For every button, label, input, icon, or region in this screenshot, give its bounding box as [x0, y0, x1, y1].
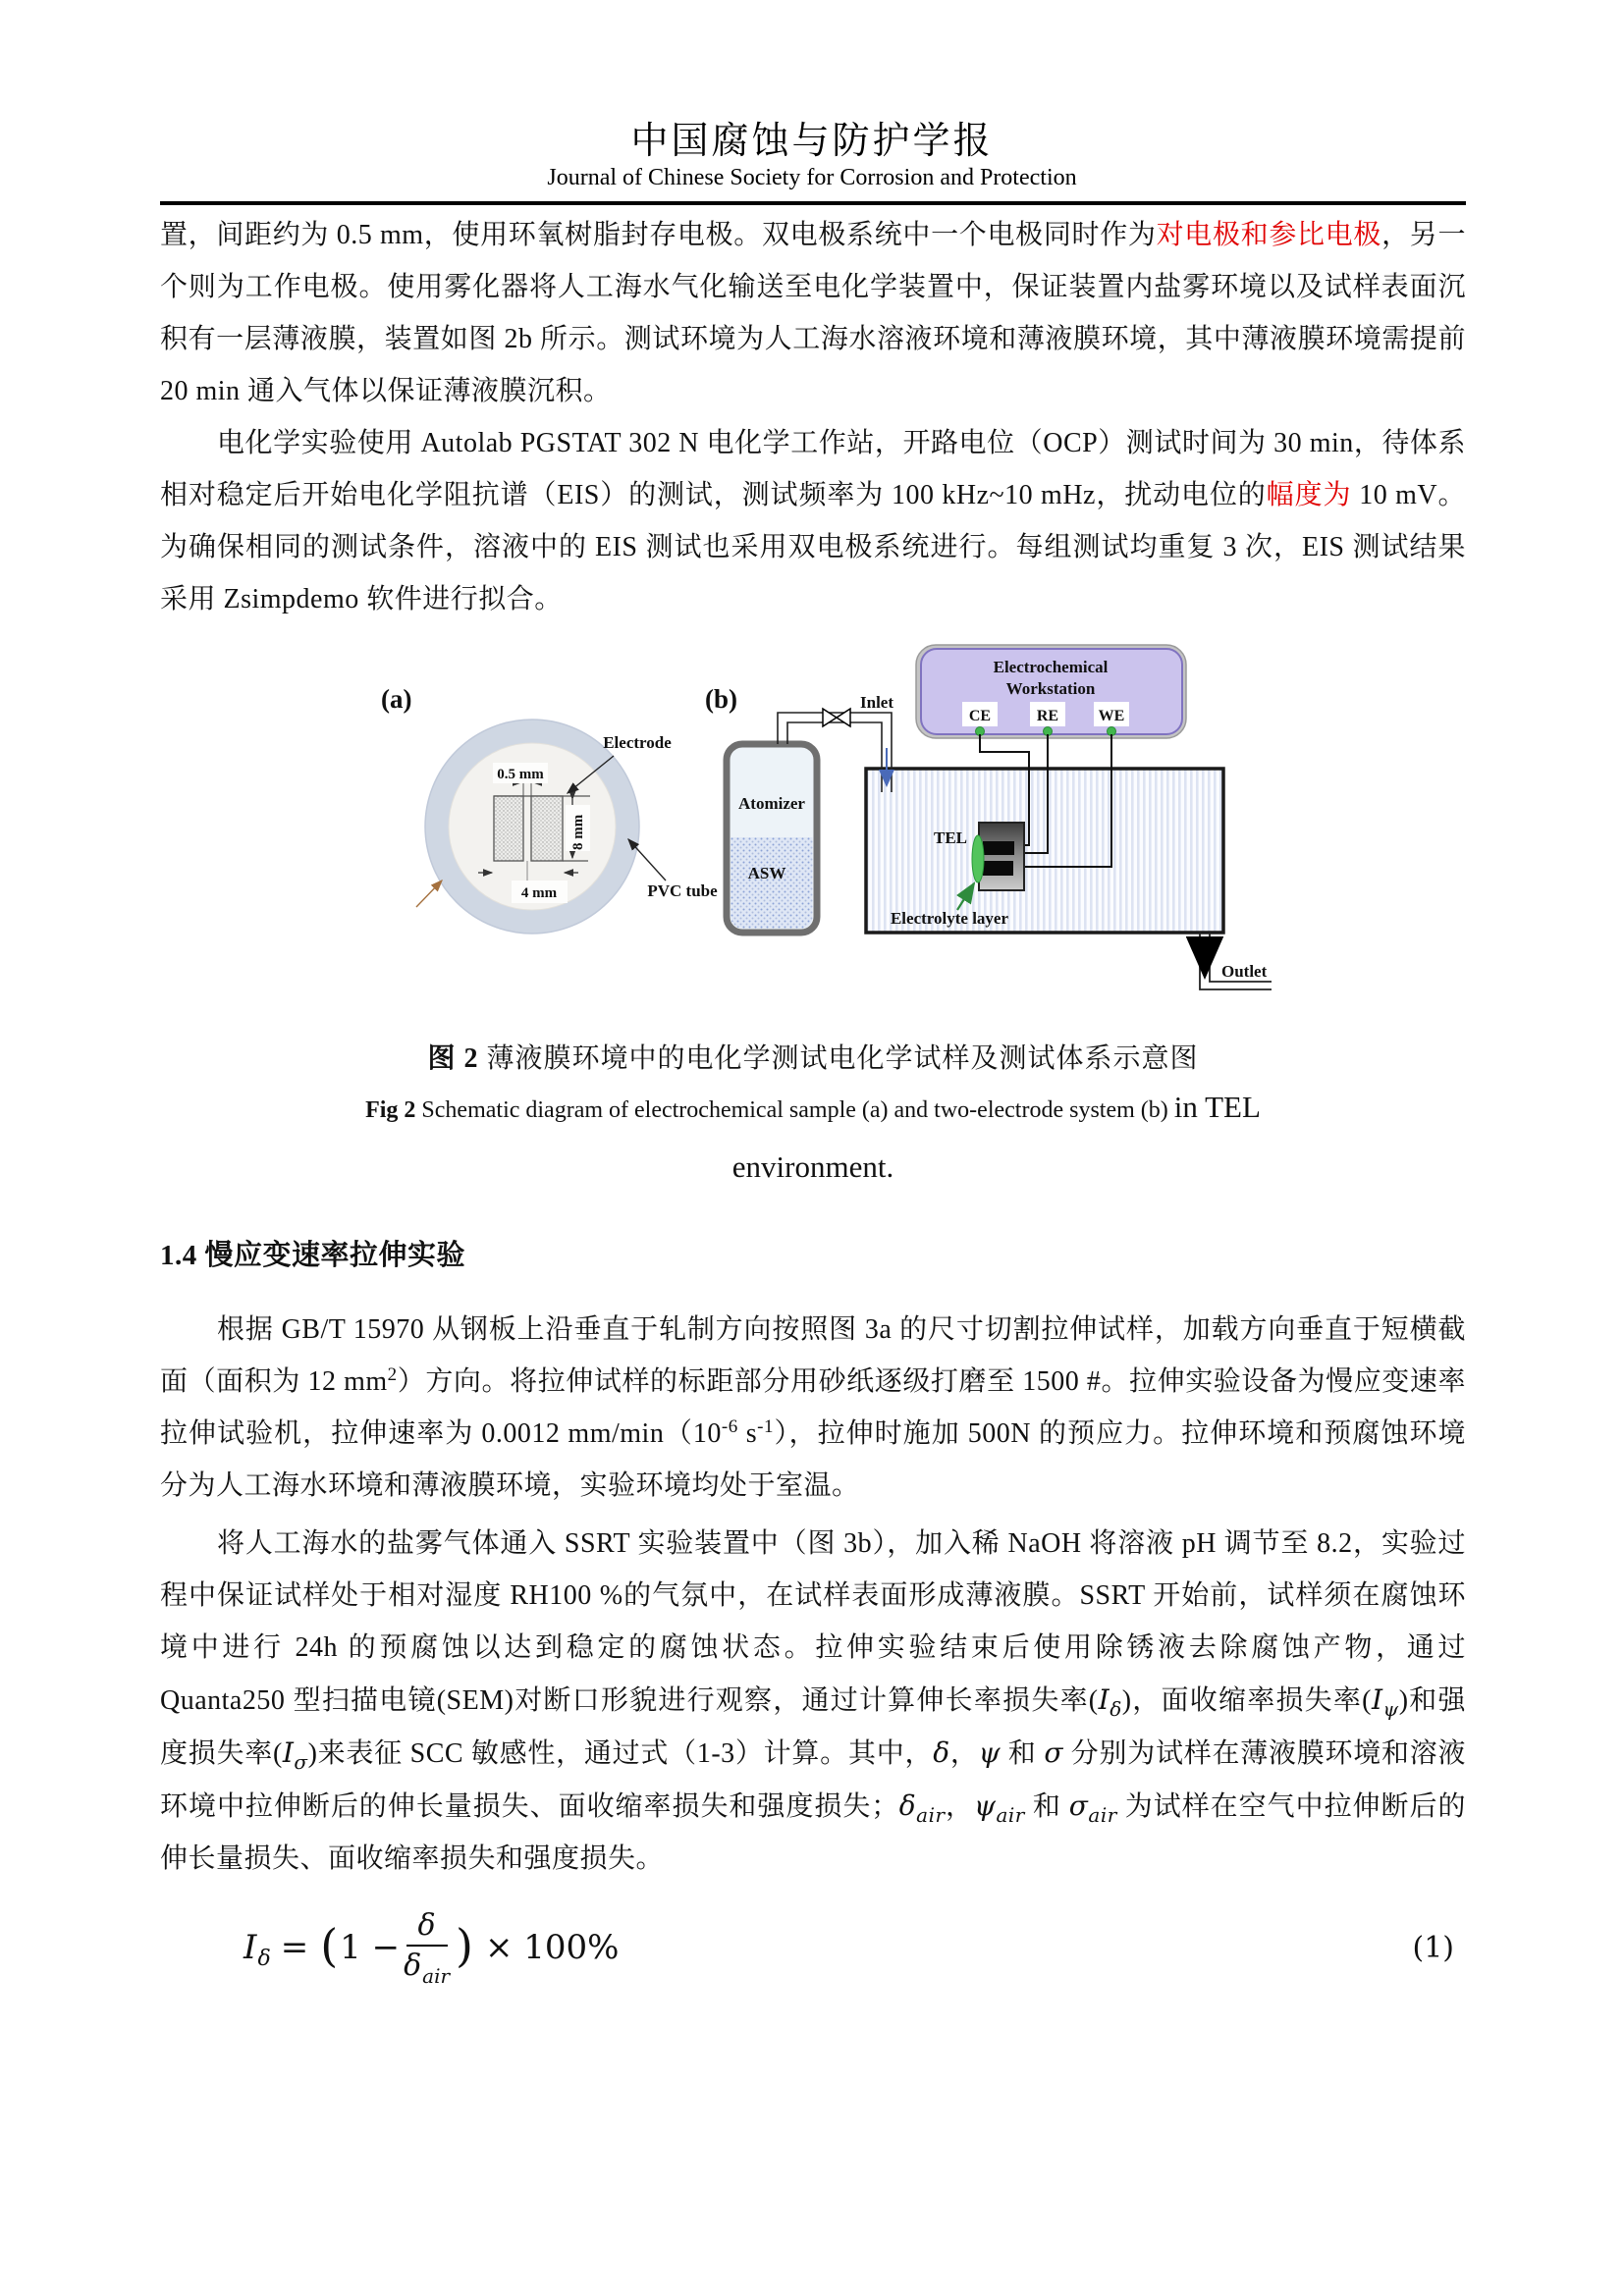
- workstation-title-line2: Workstation: [1005, 679, 1096, 698]
- text-run: )，面收缩率损失率(: [1121, 1685, 1372, 1716]
- eq-lhs-sub: δ: [257, 1946, 271, 1971]
- eq-fraction: [404, 1907, 450, 1988]
- figure-2: [160, 625, 1466, 1038]
- inlet-annotation: Inlet: [860, 693, 893, 712]
- equation-1: [160, 1898, 1466, 1997]
- text-run: ψ: [1382, 1697, 1399, 1721]
- figure-caption-en-line2: environment.: [731, 1149, 894, 1184]
- text-run: 电化学实验使用 Autolab PGSTAT 302 N 电化学工作站，开路电位（OCP）测试时间为 30 min，待体系相对稳定后开始电化学阻抗谱（EIS）的测试，测试频率为 100 kHz~10 mHz，扰动电位的: [160, 428, 1466, 510]
- dim-gap-label: 0.5 mm: [497, 767, 544, 782]
- ce-terminal-label: CE: [968, 708, 992, 724]
- text-run: )来表征 SCC 敏感性，通过式（1-3）计算。其中，: [307, 1738, 934, 1769]
- paragraph-1: [160, 209, 1466, 417]
- figure-caption-en-label: Fig 2: [365, 1097, 416, 1123]
- text-run: ）方向。将拉伸试样的标距部分用砂纸逐级打磨至 1500 #。拉伸实验设备为慢应变速率拉伸试验机，拉伸速率为 0.0012 mm/min（10: [160, 1366, 1466, 1449]
- text-run: air: [1088, 1803, 1117, 1827]
- text-run: air: [996, 1803, 1025, 1827]
- figure-caption-en-tail1: in TEL: [1173, 1090, 1261, 1124]
- outlet-annotation: Outlet: [1221, 962, 1268, 981]
- eq-times: × 100%: [484, 1928, 620, 1967]
- figure-caption-en-line1: [160, 1079, 1466, 1139]
- pvc-annotation: PVC tube: [647, 881, 718, 900]
- text-run: ），拉伸时施加 500N 的预应力。拉伸环境和预腐蚀环境分为人工海水环境和薄液膜环境，实验环境均处于室温。: [160, 1418, 1466, 1501]
- valve-icon: [823, 709, 837, 726]
- equation-1-expression: [160, 1907, 628, 1988]
- panel-b-label: (b): [705, 684, 737, 714]
- text-run: air: [916, 1803, 946, 1827]
- paragraph-2: [160, 417, 1466, 625]
- paragraph-4: [160, 1518, 1466, 1885]
- text-run: ψ: [978, 1736, 1001, 1769]
- electrode-annotation: Electrode: [603, 733, 672, 752]
- tel-layer: [972, 835, 984, 882]
- eq-equals: =: [280, 1928, 309, 1967]
- figure-caption-cn-label: 图 2: [427, 1043, 479, 1074]
- electrolyte-annotation: Electrolyte layer: [890, 909, 1009, 928]
- text-run: I: [282, 1736, 295, 1769]
- text-run: 2: [387, 1364, 398, 1385]
- text-run: -1: [757, 1416, 774, 1437]
- text-run: δ: [898, 1789, 917, 1822]
- atomizer-annotation: Atomizer: [738, 794, 805, 813]
- electrode-right: [531, 796, 563, 861]
- workstation-title-line1: Electrochemical: [993, 658, 1109, 676]
- text-run: s: [737, 1418, 758, 1449]
- text-run: )和强度损失率(: [160, 1685, 1467, 1769]
- text-run: ，: [949, 1738, 979, 1769]
- re-terminal-label: RE: [1036, 708, 1059, 724]
- eq-open-paren: (: [320, 1919, 339, 1972]
- text-run: I: [1098, 1683, 1110, 1716]
- asw-annotation: ASW: [747, 864, 786, 882]
- text-run: 为试样在空气中拉伸断后的伸长量损失、面收缩率损失和强度损失。: [160, 1791, 1466, 1874]
- we-terminal-label: WE: [1098, 708, 1125, 724]
- figure-2-schematic: [0, 625, 1624, 1047]
- tel-annotation: TEL: [933, 828, 968, 847]
- text-run: 幅度为: [1266, 480, 1352, 510]
- text-run: I: [1371, 1683, 1383, 1716]
- figure-caption-en-text: Schematic diagram of electrochemical sample (a) and two-electrode system (b): [415, 1097, 1174, 1123]
- paragraph-3: [160, 1304, 1466, 1512]
- eq-close-paren: ): [456, 1919, 473, 1972]
- text-run: ，: [945, 1791, 974, 1822]
- valve-icon-right: [837, 709, 850, 726]
- sample-block: [979, 823, 1024, 890]
- panel-a-label: (a): [381, 684, 412, 714]
- test-chamber: [866, 769, 1223, 933]
- figure-caption-en: [160, 1079, 1466, 1195]
- dim-height-label: 8 mm: [570, 814, 586, 850]
- text-run: 和: [1001, 1738, 1045, 1769]
- text-run: 和: [1024, 1791, 1069, 1822]
- eq-denominator-sub: air: [422, 1964, 451, 1988]
- text-run: δ: [1110, 1697, 1122, 1721]
- text-run: -6: [721, 1416, 738, 1437]
- asw-liquid: [731, 837, 813, 933]
- text-run: 分别为试样在薄液膜环境和溶液环境中拉伸断后的伸长量损失、面收缩率损失和强度损失；: [160, 1738, 1466, 1822]
- text-run: δ: [933, 1736, 950, 1769]
- sample-electrode-bottom: [983, 861, 1013, 876]
- text-run: σ: [1044, 1736, 1063, 1769]
- sample-electrode-top: [983, 841, 1014, 855]
- epoxy-arrow: [416, 881, 442, 907]
- header-rule: [160, 201, 1466, 205]
- eq-one-minus: 1 −: [340, 1928, 401, 1967]
- page-body: [160, 209, 1466, 1997]
- text-run: σ: [1068, 1789, 1089, 1822]
- figure-caption-cn-text: 薄液膜环境中的电化学测试电化学试样及测试体系示意图: [478, 1043, 1199, 1074]
- text-run: 对电极和参比电极: [1156, 220, 1382, 250]
- text-run: 10 mV。为确保相同的测试条件，溶液中的 EIS 测试也采用双电极系统进行。每组测试均重复 3 次，EIS 测试结果采用 Zsimpdemo 软件进行拟合。: [160, 480, 1466, 614]
- text-run: 根据 GB/T 15970 从钢板上沿垂直于轧制方向按照图 3a 的尺寸切割拉伸试样，加载方向垂直于短横截面（面积为 12 mm: [160, 1314, 1466, 1397]
- text-run: ψ: [974, 1789, 997, 1822]
- text-run: 将人工海水的盐雾气体通入 SSRT 实验装置中（图 3b），加入稀 NaOH 将溶液 pH 调节至 8.2，实验过程中保证试样处于相对湿度 RH100 %的气氛中，在试样表面形成薄液膜。SSRT 开始前，试样须在腐蚀环境中进行 24h 的预腐蚀以达到稳定的腐蚀状态。拉伸实验结束后使用除锈液去除腐蚀产物，通过 Quanta250 型扫描电镜(SEM)对断口形貌进行观察，通过计算伸长率损失率(: [160, 1528, 1466, 1716]
- electrode-left: [494, 796, 523, 861]
- equation-1-number: (1): [1412, 1930, 1454, 1965]
- eq-lhs: I: [244, 1928, 257, 1967]
- dim-width-label: 4 mm: [520, 885, 558, 901]
- eq-denominator: δ: [404, 1949, 422, 1983]
- journal-title-cn: 中国腐蚀与防护学报: [630, 121, 994, 162]
- section-heading-1-4: 1.4 慢应变速率拉伸实验: [160, 1240, 466, 1271]
- eq-numerator: δ: [417, 1908, 436, 1943]
- text-run: σ: [294, 1750, 308, 1774]
- journal-title-en: Journal of Chinese Society for Corrosion and Protection: [547, 165, 1077, 190]
- text-run: 置，间距约为 0.5 mm，使用环氧树脂封存电极。双电极系统中一个电极同时作为: [160, 220, 1157, 250]
- text-run: ，另一个则为工作电极。使用雾化器将人工海水气化输送至电化学装置中，保证装置内盐雾环境以及试样表面沉积有一层薄液膜，装置如图 2b 所示。测试环境为人工海水溶液环境和薄液膜环境，其中薄液膜环境需提前 20 min 通入气体以保证薄液膜沉积。: [160, 220, 1466, 406]
